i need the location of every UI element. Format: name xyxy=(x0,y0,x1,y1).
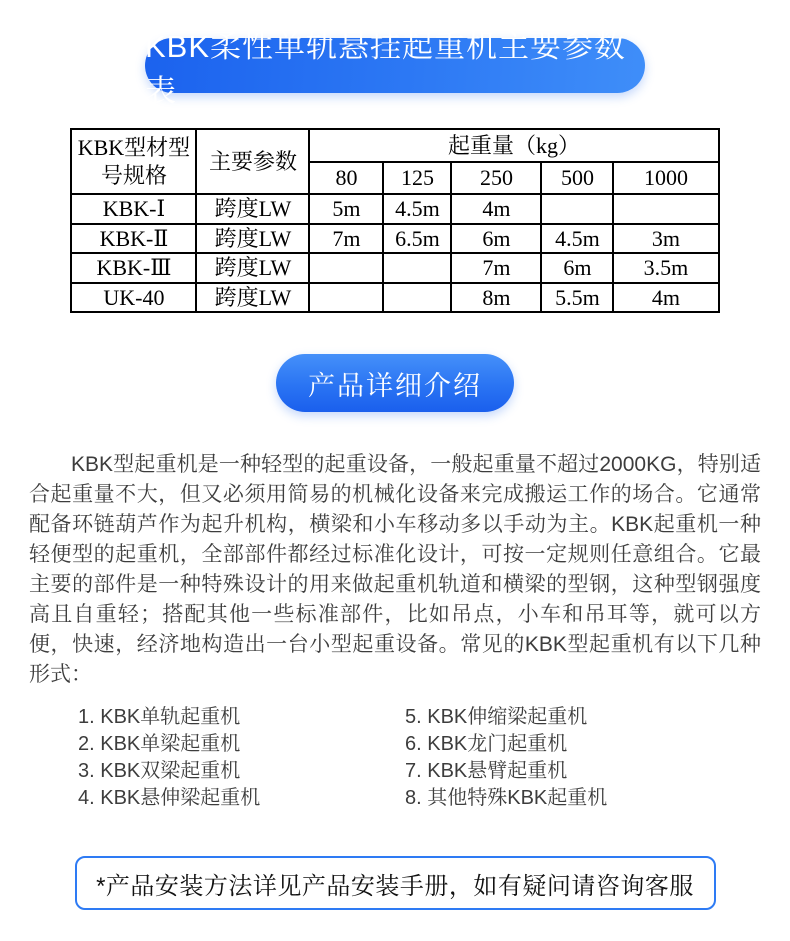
list-item: 6. KBK龙门起重机 xyxy=(405,733,568,755)
list-item: 7. KBK悬臂起重机 xyxy=(405,760,568,782)
product-intro-button-label: 产品详细介绍 xyxy=(308,370,482,401)
installation-notice-text: *产品安装方法详见产品安装手册，如有疑问请咨询客服 xyxy=(96,872,694,900)
value-cell: 6.5m xyxy=(383,224,451,254)
capacity-125: 125 xyxy=(383,162,451,194)
value-cell xyxy=(309,283,383,313)
model-cell: UK-40 xyxy=(71,283,196,313)
list-item: 8. 其他特殊KBK起重机 xyxy=(405,787,608,809)
value-cell xyxy=(383,283,451,313)
crane-type-list xyxy=(78,704,790,812)
value-cell: 6m xyxy=(451,224,541,254)
col-header-model: KBK型材型号规格 xyxy=(71,129,196,194)
list-item: 3. KBK双梁起重机 xyxy=(78,760,241,782)
value-cell: 6m xyxy=(541,253,613,283)
col-header-param: 主要参数 xyxy=(196,129,309,194)
value-cell xyxy=(541,194,613,224)
model-cell: KBK-Ⅰ xyxy=(71,194,196,224)
value-cell: 5m xyxy=(309,194,383,224)
value-cell xyxy=(613,194,718,224)
title-banner xyxy=(145,28,645,109)
list-item: 5. KBK伸缩梁起重机 xyxy=(405,706,588,728)
list-item: 1. KBK单轨起重机 xyxy=(78,706,241,728)
capacity-1000: 1000 xyxy=(613,162,718,194)
value-cell: 3.5m xyxy=(613,253,718,283)
table-row xyxy=(71,224,718,254)
list-item: 4. KBK悬伸梁起重机 xyxy=(78,787,261,809)
col-header-capacity: 起重量（kg） xyxy=(309,129,718,162)
value-cell xyxy=(309,253,383,283)
value-cell: 4m xyxy=(613,283,718,313)
parameters-table xyxy=(70,128,719,313)
capacity-500: 500 xyxy=(541,162,613,194)
value-cell: 4m xyxy=(451,194,541,224)
page-title: KBK柔性单轨悬挂起重机主要参数表 xyxy=(145,28,627,109)
param-cell: 跨度LW xyxy=(196,253,309,283)
param-cell: 跨度LW xyxy=(196,224,309,254)
value-cell: 5.5m xyxy=(541,283,613,313)
product-intro-button[interactable] xyxy=(276,354,514,412)
table-row xyxy=(71,194,718,224)
value-cell: 3m xyxy=(613,224,718,254)
value-cell: 8m xyxy=(451,283,541,313)
value-cell: 7m xyxy=(309,224,383,254)
intro-paragraph: KBK型起重机是一种轻型的起重设备，一般起重量不超过2000KG，特别适合起重量不大，但又必须用简易的机械化设备来完成搬运工作的场合。它通常配备环链葫芦作为起升机构，横梁和小车移动多以手动为主。KBK起重机一种轻便型的起重机，全部部件都经过标准化设计，可按一定规则任意组合。它最主要的部件是一种特殊设计的用来做起重机轨道和横梁的型钢，这种型钢强度高且自重轻；搭配其他一些标准部件，比如吊点，小车和吊耳等，就可以方便，快速，经济地构造出一台小型起重设备。常见的KBK型起重机有以下几种形式： xyxy=(29,453,761,686)
crane-type-list-left xyxy=(78,704,405,812)
capacity-250: 250 xyxy=(451,162,541,194)
table-row xyxy=(71,253,718,283)
capacity-80: 80 xyxy=(309,162,383,194)
table-row xyxy=(71,283,718,313)
param-cell: 跨度LW xyxy=(196,283,309,313)
value-cell: 4.5m xyxy=(541,224,613,254)
installation-notice-box xyxy=(75,856,716,910)
value-cell: 4.5m xyxy=(383,194,451,224)
value-cell: 7m xyxy=(451,253,541,283)
crane-type-list-right xyxy=(405,704,607,812)
value-cell xyxy=(383,253,451,283)
list-item: 2. KBK单梁起重机 xyxy=(78,733,241,755)
model-cell: KBK-Ⅲ xyxy=(71,253,196,283)
model-cell: KBK-Ⅱ xyxy=(71,224,196,254)
param-cell: 跨度LW xyxy=(196,194,309,224)
